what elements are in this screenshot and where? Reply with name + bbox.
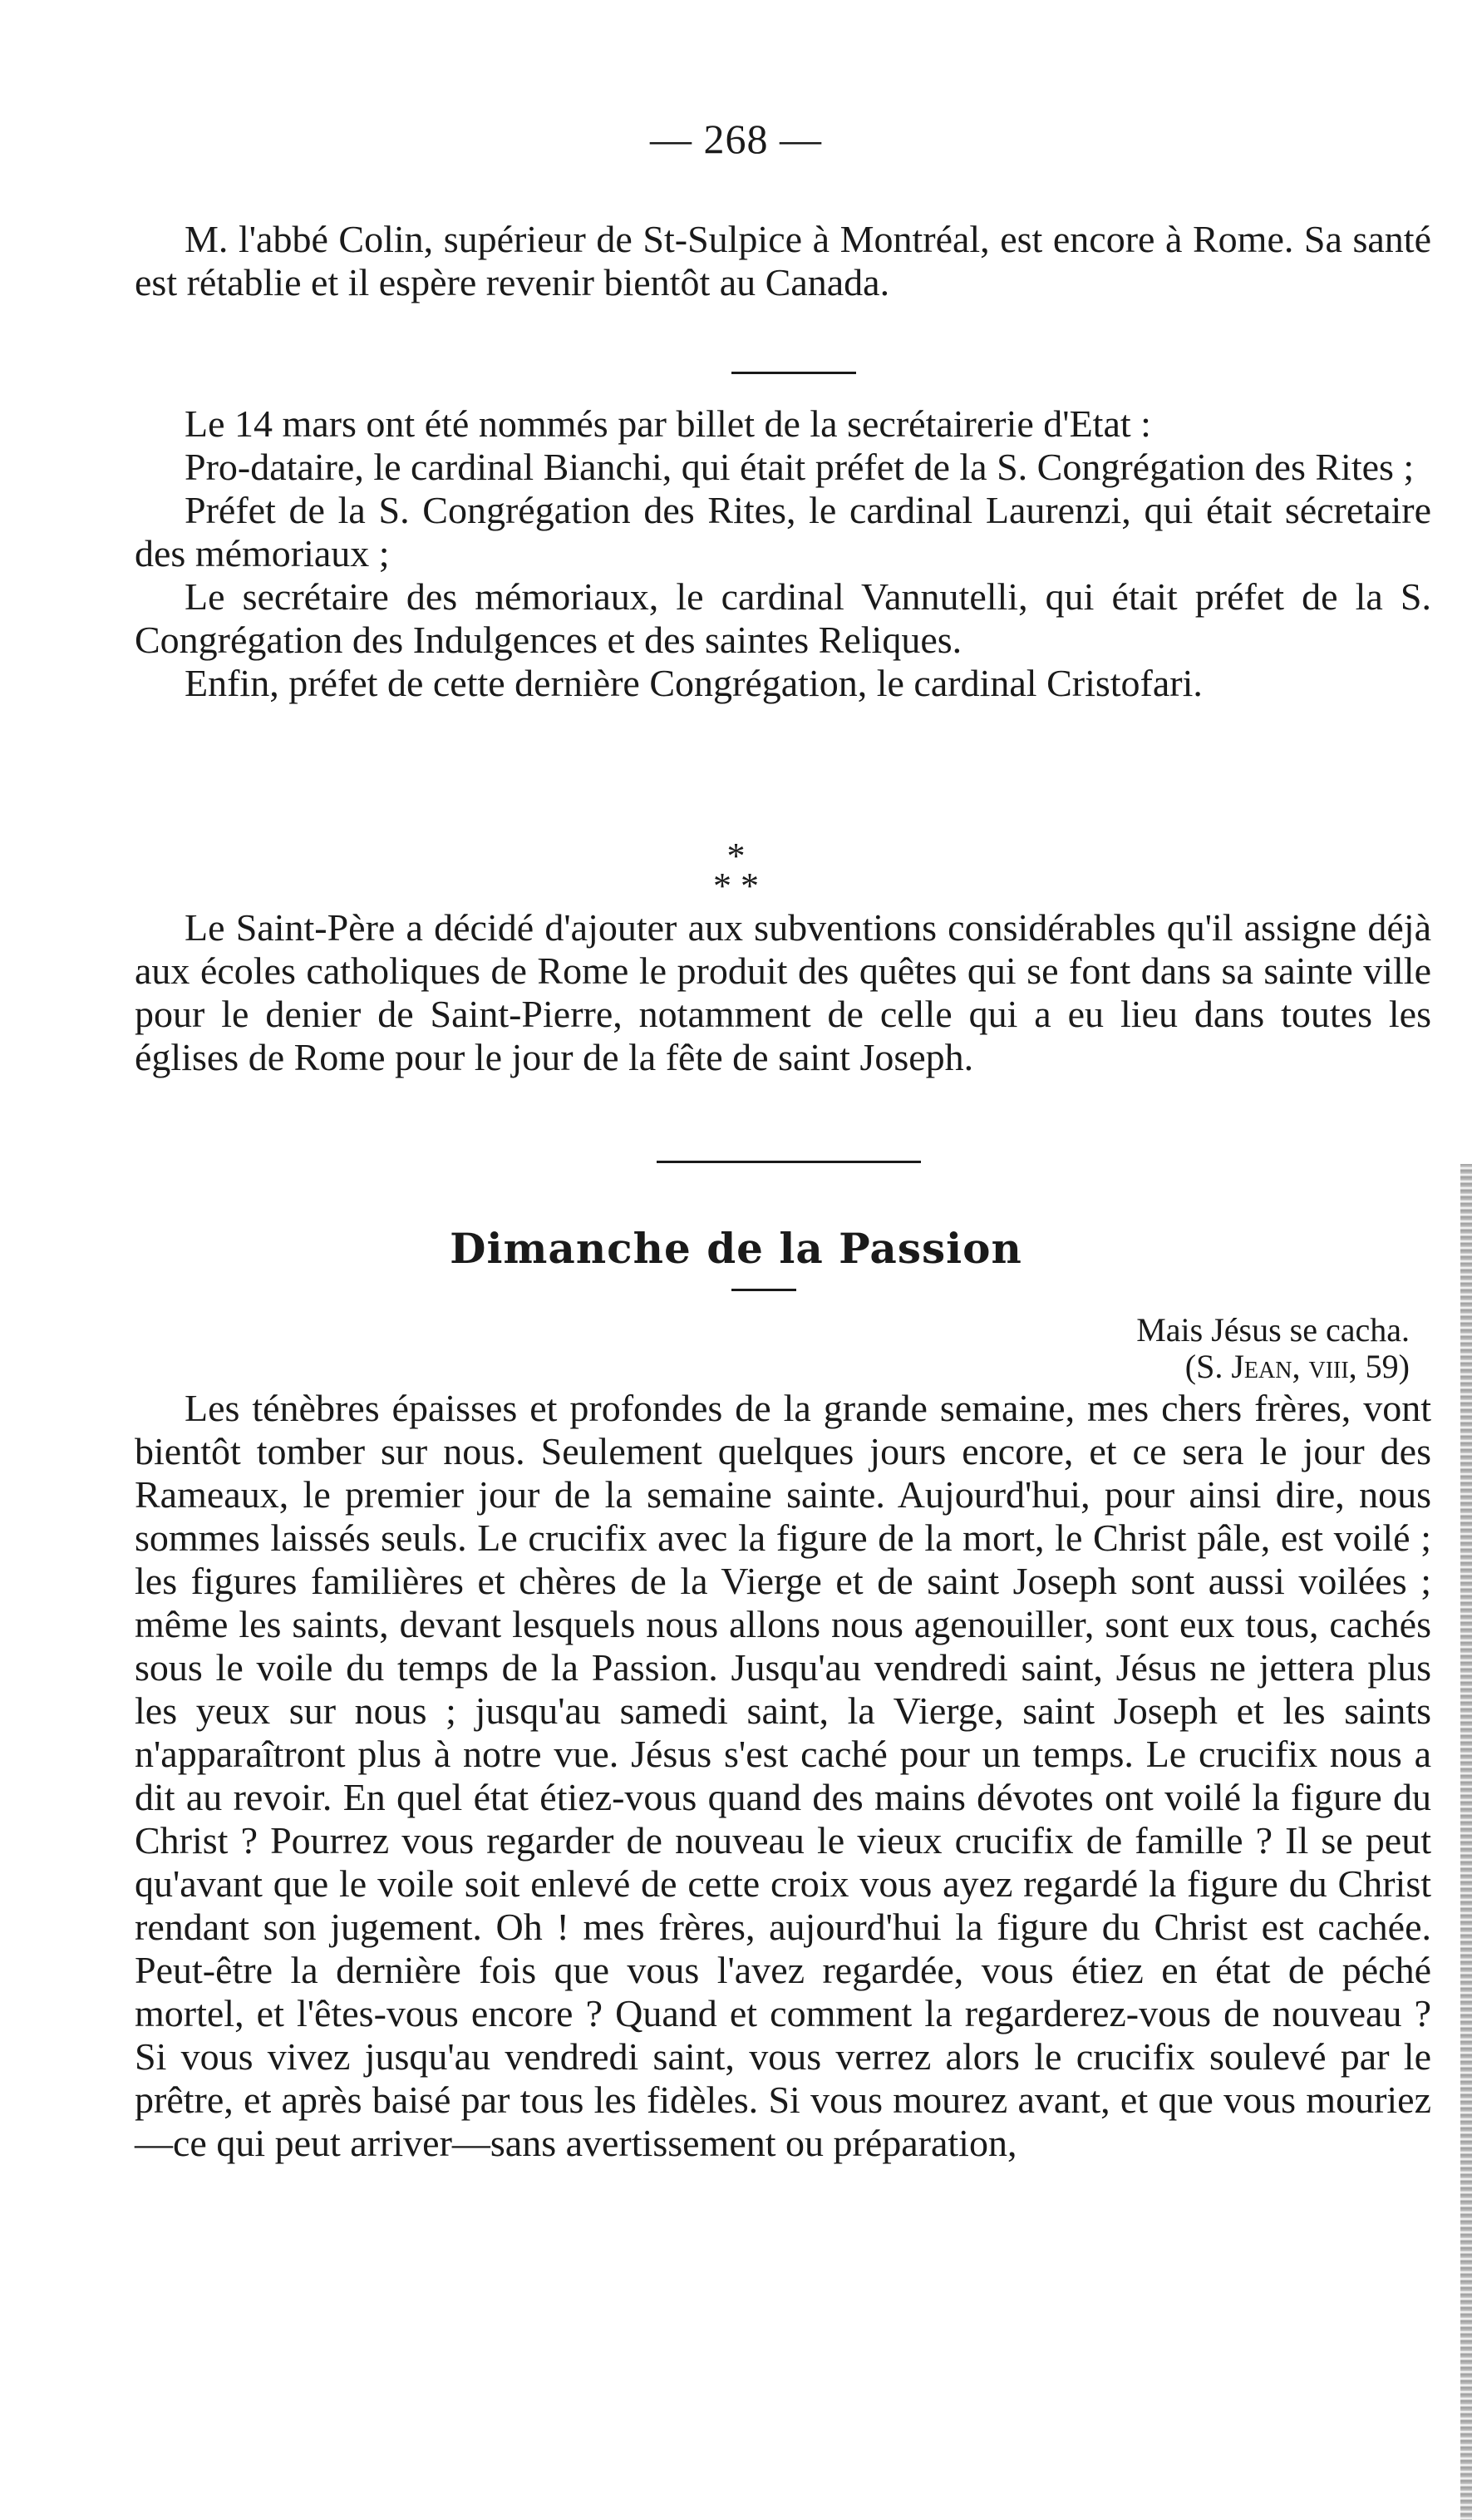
section-title: Dimanche de la Passion [450,1224,1022,1273]
asterism-bottom: * * [713,865,759,906]
page-edge-shadow [1460,1164,1472,2520]
note-colin-block [135,218,1431,304]
sermon-block [135,1387,1431,2165]
epigraph-reference: (S. Jean, viii, 59) [1184,1348,1410,1385]
nominations-intro: Le 14 mars ont été nommés par billet de la secrétairerie d'Etat : [185,402,1151,445]
nomination-item: Pro-dataire, le cardinal Bianchi, qui était préfet de la S. Congrégation des Rites ; [185,446,1415,488]
asterism-top: * [726,836,746,876]
asterism [0,836,1472,906]
note-colin-paragraph: M. l'abbé Colin, supérieur de St-Sulpice à Montréal, est encore à Rome. Sa santé est rétablie et il espère revenir bientôt au Canada. [135,218,1431,303]
epigraph-quote: Mais Jésus se cacha. [1136,1311,1410,1349]
saint-pere-block [135,906,1431,1079]
page-number: — 268 — [650,116,822,162]
epigraph [1136,1312,1410,1385]
short-divider-2 [731,1289,796,1291]
short-divider-1 [731,372,856,374]
nominations-block [135,402,1431,705]
nomination-item: Enfin, préfet de cette dernière Congrégation, le cardinal Cristofari. [185,662,1203,704]
section-divider [657,1161,921,1163]
saint-pere-paragraph: Le Saint-Père a décidé d'ajouter aux subventions considérables qu'il assigne déjà aux écoles catholiques de Rome le produit des quêtes qui se font dans sa sainte ville pour le denier de Saint-Pierre, notamment de celle qui a eu lieu dans toutes les églises de Rome pour le jour de la fête de saint Joseph. [135,906,1431,1078]
nomination-item: Préfet de la S. Congrégation des Rites, le cardinal Laurenzi, qui était sécretaire des mémoriaux ; [135,489,1431,575]
sermon-paragraph: Les ténèbres épaisses et profondes de la grande semaine, mes chers frères, vont bientôt tomber sur nous. Seulement quelques jours encore, et ce sera le jour des Rameaux, le premier jour de la semaine sainte. Aujourd'hui, pour ainsi dire, nous sommes laissés seuls. Le crucifix avec la figure de la mort, le Christ pâle, est voilé ; les figures familières et chères de la Vierge et de saint Joseph sont aussi voilées ; même les saints, devant lesquels nous allons nous agenouiller, sont eux tous, cachés sous le voile du temps de la Passion. Jusqu'au vendredi saint, Jésus ne jettera plus les yeux sur nous ; jusqu'au samedi saint, la Vierge, saint Joseph et les saints n'apparaîtront plus à notre vue. Jésus s'est caché pour un temps. Le crucifix nous a dit au revoir. En quel état étiez-vous quand des mains dévotes ont voilé la figure du Christ ? Pourrez vous regarder de nouveau le vieux crucifix de famille ? Il se peut qu'avant que le voile soit enlevé de cette croix vous ayez regardé la figure du Christ rendant son jugement. Oh ! mes frères, aujourd'hui la figure du Christ est cachée. Peut-être la dernière fois que vous l'avez regardée, vous étiez en état de péché mortel, et l'êtes-vous encore ? Quand et comment la regarderez-vous de nouveau ? Si vous vivez jusqu'au vendredi saint, vous verrez alors le crucifix soulevé par le prêtre, et après baisé par tous les fidèles. Si vous mourez avant, et que vous mouriez—ce qui peut arriver—sans avertissement ou préparation, [135,1387,1431,2164]
nomination-item: Le secrétaire des mémoriaux, le cardinal Vannutelli, qui était préfet de la S. Congrégation des Indulgences et des saintes Reliques. [135,575,1431,661]
